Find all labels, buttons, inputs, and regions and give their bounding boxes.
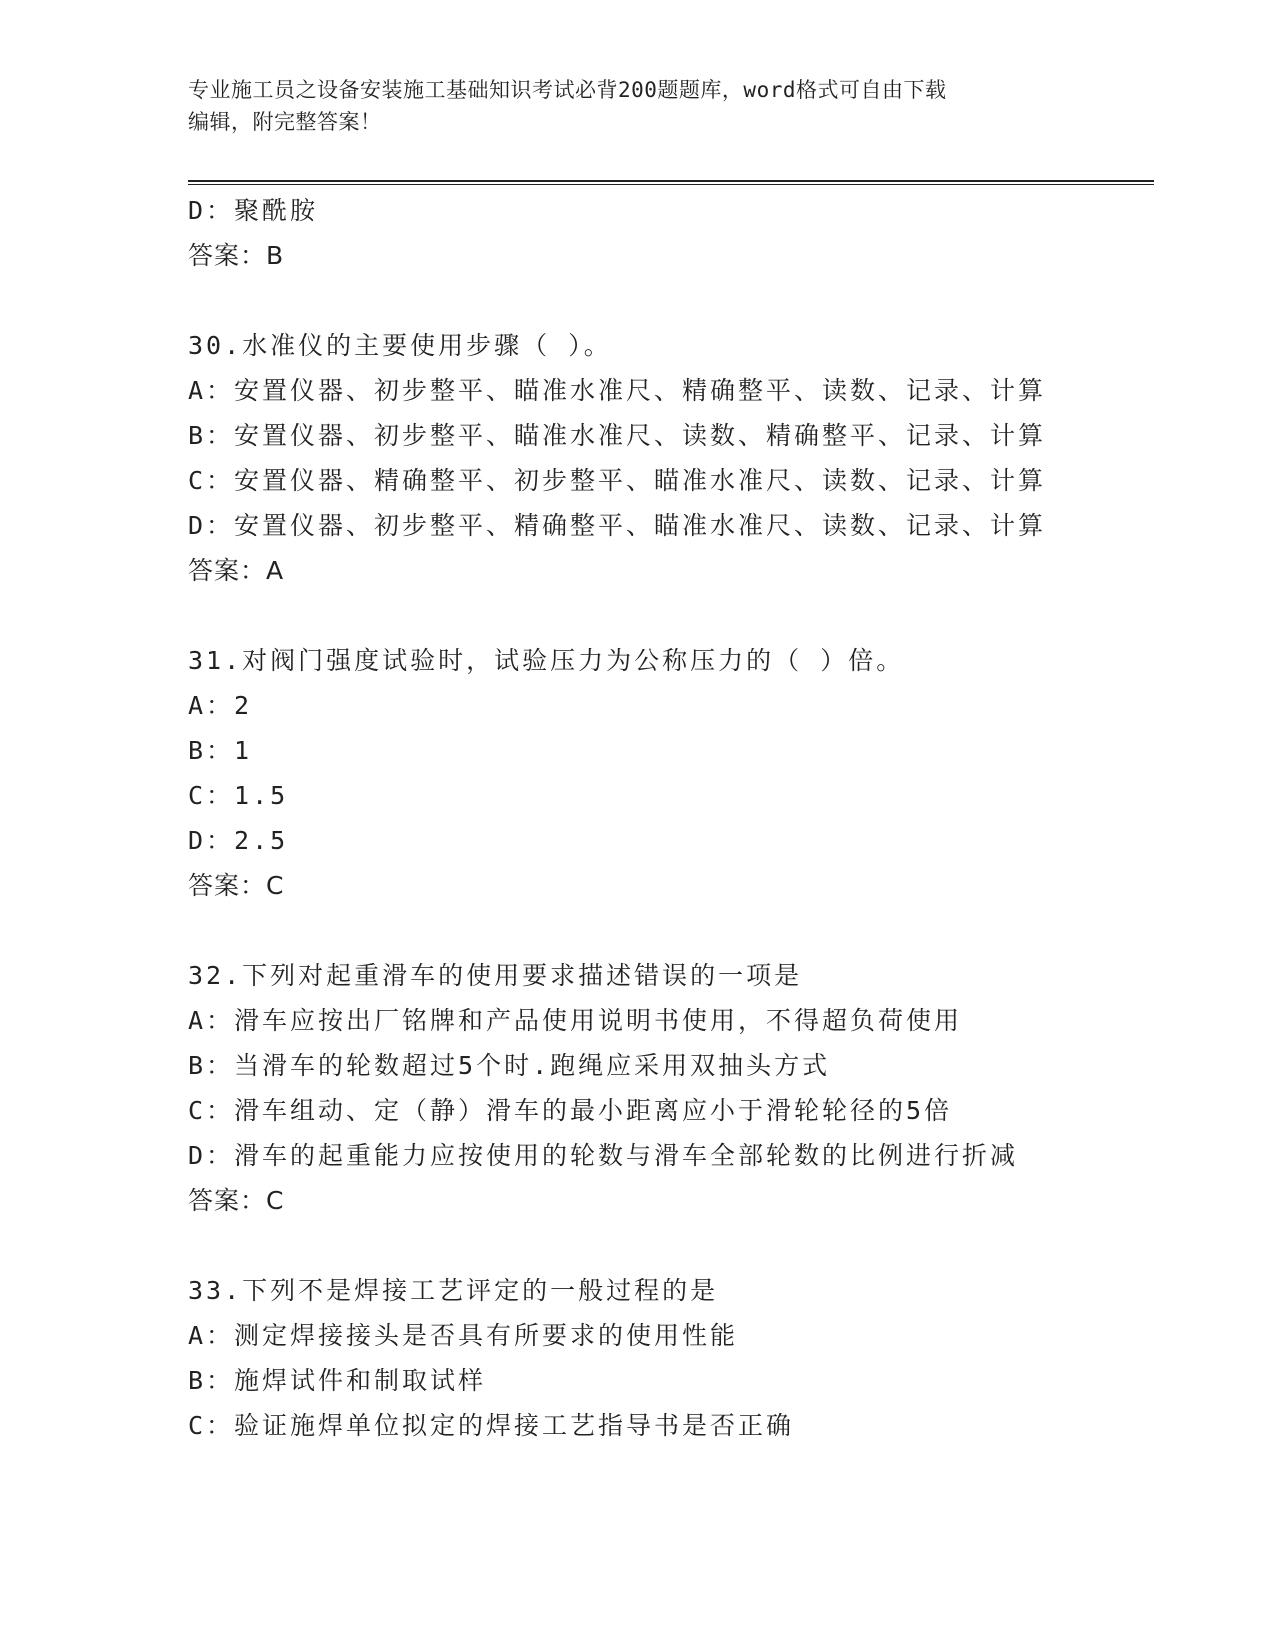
header-title-line-1: 专业施工员之设备安装施工基础知识考试必背200题题库，word格式可自由下载 xyxy=(188,78,947,102)
option-b: B：安置仪器、初步整平、瞄准水准尺、读数、精确整平、记录、计算 xyxy=(188,421,1047,450)
spacer xyxy=(188,1223,1154,1268)
answer-line: 答案：B xyxy=(188,241,285,270)
option-b: B：1 xyxy=(188,736,253,765)
spacer xyxy=(188,593,1154,638)
option-c: C：安置仪器、精确整平、初步整平、瞄准水准尺、读数、记录、计算 xyxy=(188,466,1047,495)
option-d: D：聚酰胺 xyxy=(188,196,319,225)
header-rule-thick xyxy=(188,180,1154,182)
answer-line: 答案：C xyxy=(188,1186,285,1215)
header-title-line-2: 编辑，附完整答案！ xyxy=(188,110,382,134)
question-stem: 31.对阀门强度试验时，试验压力为公称压力的（ ）倍。 xyxy=(188,646,905,675)
question-33 xyxy=(188,1268,1154,1448)
option-b: B：施焊试件和制取试样 xyxy=(188,1366,487,1395)
spacer xyxy=(188,278,1154,323)
option-a: A：测定焊接接头是否具有所要求的使用性能 xyxy=(188,1321,739,1350)
question-list xyxy=(188,188,1154,1448)
option-a: A：2 xyxy=(188,691,253,720)
header-rule-thin xyxy=(188,184,1154,185)
question-stem: 30.水准仪的主要使用步骤（ ）。 xyxy=(188,331,612,360)
question-stem: 33.下列不是焊接工艺评定的一般过程的是 xyxy=(188,1276,719,1305)
spacer xyxy=(188,908,1154,953)
option-d: D：滑车的起重能力应按使用的轮数与滑车全部轮数的比例进行折减 xyxy=(188,1141,1019,1170)
answer-line: 答案：A xyxy=(188,556,285,585)
option-d: D：安置仪器、初步整平、精确整平、瞄准水准尺、读数、记录、计算 xyxy=(188,511,1047,540)
option-c: C：1.5 xyxy=(188,781,289,810)
option-a: A：安置仪器、初步整平、瞄准水准尺、精确整平、读数、记录、计算 xyxy=(188,376,1047,405)
question-stem: 32.下列对起重滑车的使用要求描述错误的一项是 xyxy=(188,961,803,990)
option-c: C：滑车组动、定（静）滑车的最小距离应小于滑轮轮径的5倍 xyxy=(188,1096,953,1125)
previous-question-tail xyxy=(188,188,1154,278)
option-b: B：当滑车的轮数超过5个时.跑绳应采用双抽头方式 xyxy=(188,1051,831,1080)
option-a: A：滑车应按出厂铭牌和产品使用说明书使用，不得超负荷使用 xyxy=(188,1006,963,1035)
question-32 xyxy=(188,953,1154,1223)
question-30 xyxy=(188,323,1154,593)
page-header xyxy=(188,74,1088,138)
option-d: D：2.5 xyxy=(188,826,289,855)
option-c: C：验证施焊单位拟定的焊接工艺指导书是否正确 xyxy=(188,1411,795,1440)
answer-line: 答案：C xyxy=(188,871,285,900)
question-31 xyxy=(188,638,1154,908)
